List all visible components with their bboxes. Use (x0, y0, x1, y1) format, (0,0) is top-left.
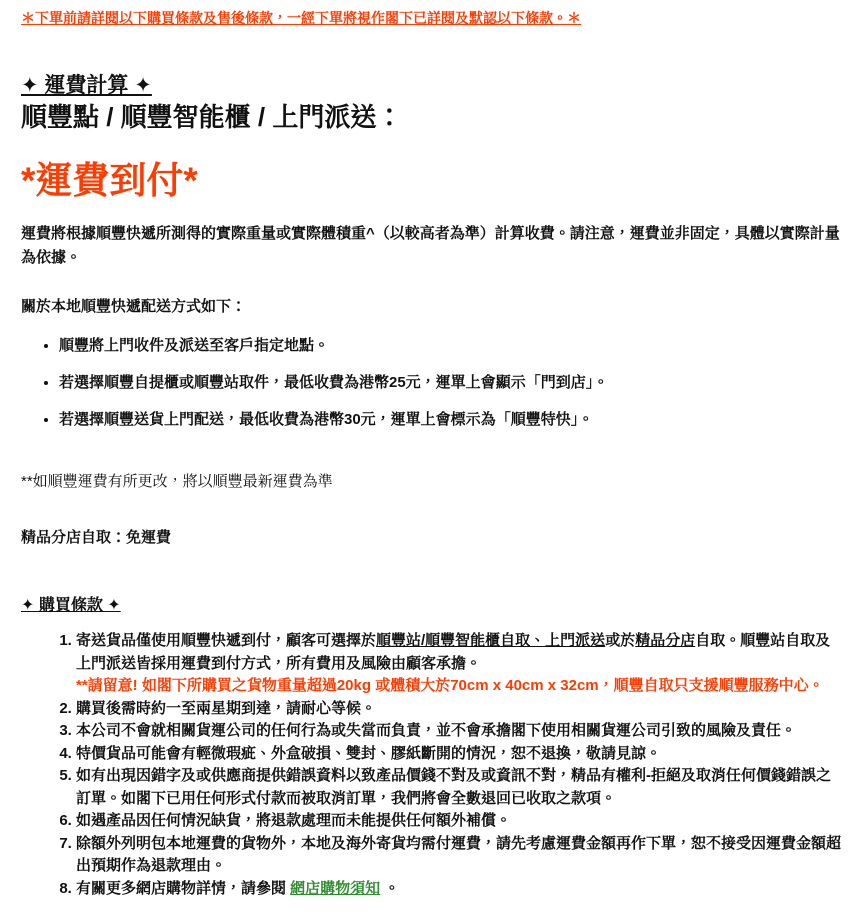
store-pickup-free-note: 精品分店自取：免運費 (21, 529, 172, 547)
term-item-more-info (76, 878, 845, 901)
purchase-terms-list (21, 630, 845, 900)
shipping-methods-subheading: 順豐點 / 順豐智能櫃 / 上門派送： (21, 102, 403, 133)
shipping-fee-heading: ✦ 運費計算 ✦ (21, 74, 152, 98)
term8-text-1: 有關更多網店購物詳情，請參閱 (76, 879, 291, 897)
fee-calculation-note: 運費將根據順豐快遞所測得的實際重量或實際體積重^（以較高者為準）計算收費。請注意，運費並非固定，具體以實際計量為依據。 (21, 225, 840, 267)
top-notice: ＊下單前請詳閱以下購買條款及售後條款，一經下單將視作閣下已詳閱及默認以下條款。＊ (21, 10, 581, 26)
delivery-option-door-pickup: • 順豐將上門收件及派送至客戶指定地點。 (59, 334, 845, 358)
term1-text-2: 或於 (605, 632, 636, 650)
fee-change-note: **如順豐運費有所更改，將以順豐最新運費為準 (21, 473, 333, 491)
delivery-methods-intro: 關於本地順豐快遞配送方式如下： (21, 298, 247, 316)
shopping-guide-link[interactable]: 網店購物須知 (290, 879, 381, 897)
delivery-options-list (21, 334, 845, 432)
term-item-sale-goods-condition: 4. 特價貨品可能會有輕微瑕疵、外盒破損、雙封、膠紙斷開的情況，恕不退換，敬請見諒。 (76, 743, 845, 766)
purchase-terms-heading: ✦ 購買條款 ✦ (21, 597, 121, 615)
term-item-delivery-time: 2. 購買後需時約一至兩星期到達，請耐心等候。 (76, 698, 845, 721)
term-item-shipping-choice (76, 630, 845, 698)
term1-weight-limit-warning: **請留意! 如閣下所購買之貨物重量超過20kg 或體積大於70cm x 40cm x 32cm，順豐自取只支援順豐服務中心。 (76, 677, 824, 695)
term-item-shipping-cost-refund: 7. 除額外列明包本地運費的貨物外，本地及海外寄貨均需付運費，請先考慮運費金額再作下單，恕不接受因運費金額超出預期作為退款理由。 (76, 833, 845, 878)
term-item-out-of-stock: 6. 如遇產品因任何情況缺貨，將退款處理而未能提供任何額外補償。 (76, 810, 845, 833)
delivery-option-home-delivery: • 若選擇順豐送貨上門配送，最低收費為港幣30元，運單上會標示為「順豐特快」。 (59, 408, 845, 432)
term1-text-1: 寄送貨品僅使用順豐快遞到付，顧客可選擇於 (76, 632, 377, 650)
term1-text-3: 自取。順豐站自取及上門派送皆採用運費到付方式，所有費用及風險由顧客承擔。 (76, 632, 831, 672)
term8-text-2: 。 (380, 879, 400, 897)
term-item-courier-liability: 3. 本公司不會就相關貨運公司的任何行為或失當而負責，並不會承擔閣下使用相關貨運公司引致的風險及責任。 (76, 720, 845, 743)
term-item-pricing-error: 5. 如有出現因錯字及或供應商提供錯誤資料以致產品價錢不對及或資訊不對，精品有權利-拒絕及取消任何價錢錯誤之訂單。如閣下已用任何形式付款而被取消訂單，我們將會全數退回已收取之款項。 (76, 765, 845, 810)
delivery-option-locker-station: • 若選擇順豐自提櫃或順豐站取件，最低收費為港幣25元，運單上會顯示「門到店」。 (59, 371, 845, 395)
term1-underlined-boutique: 精品分店 (635, 632, 696, 650)
freight-collect-banner: *運費到付* (21, 159, 198, 201)
term1-underlined-pickup-options: 順豐站/順豐智能櫃自取、上門派送 (376, 632, 606, 650)
